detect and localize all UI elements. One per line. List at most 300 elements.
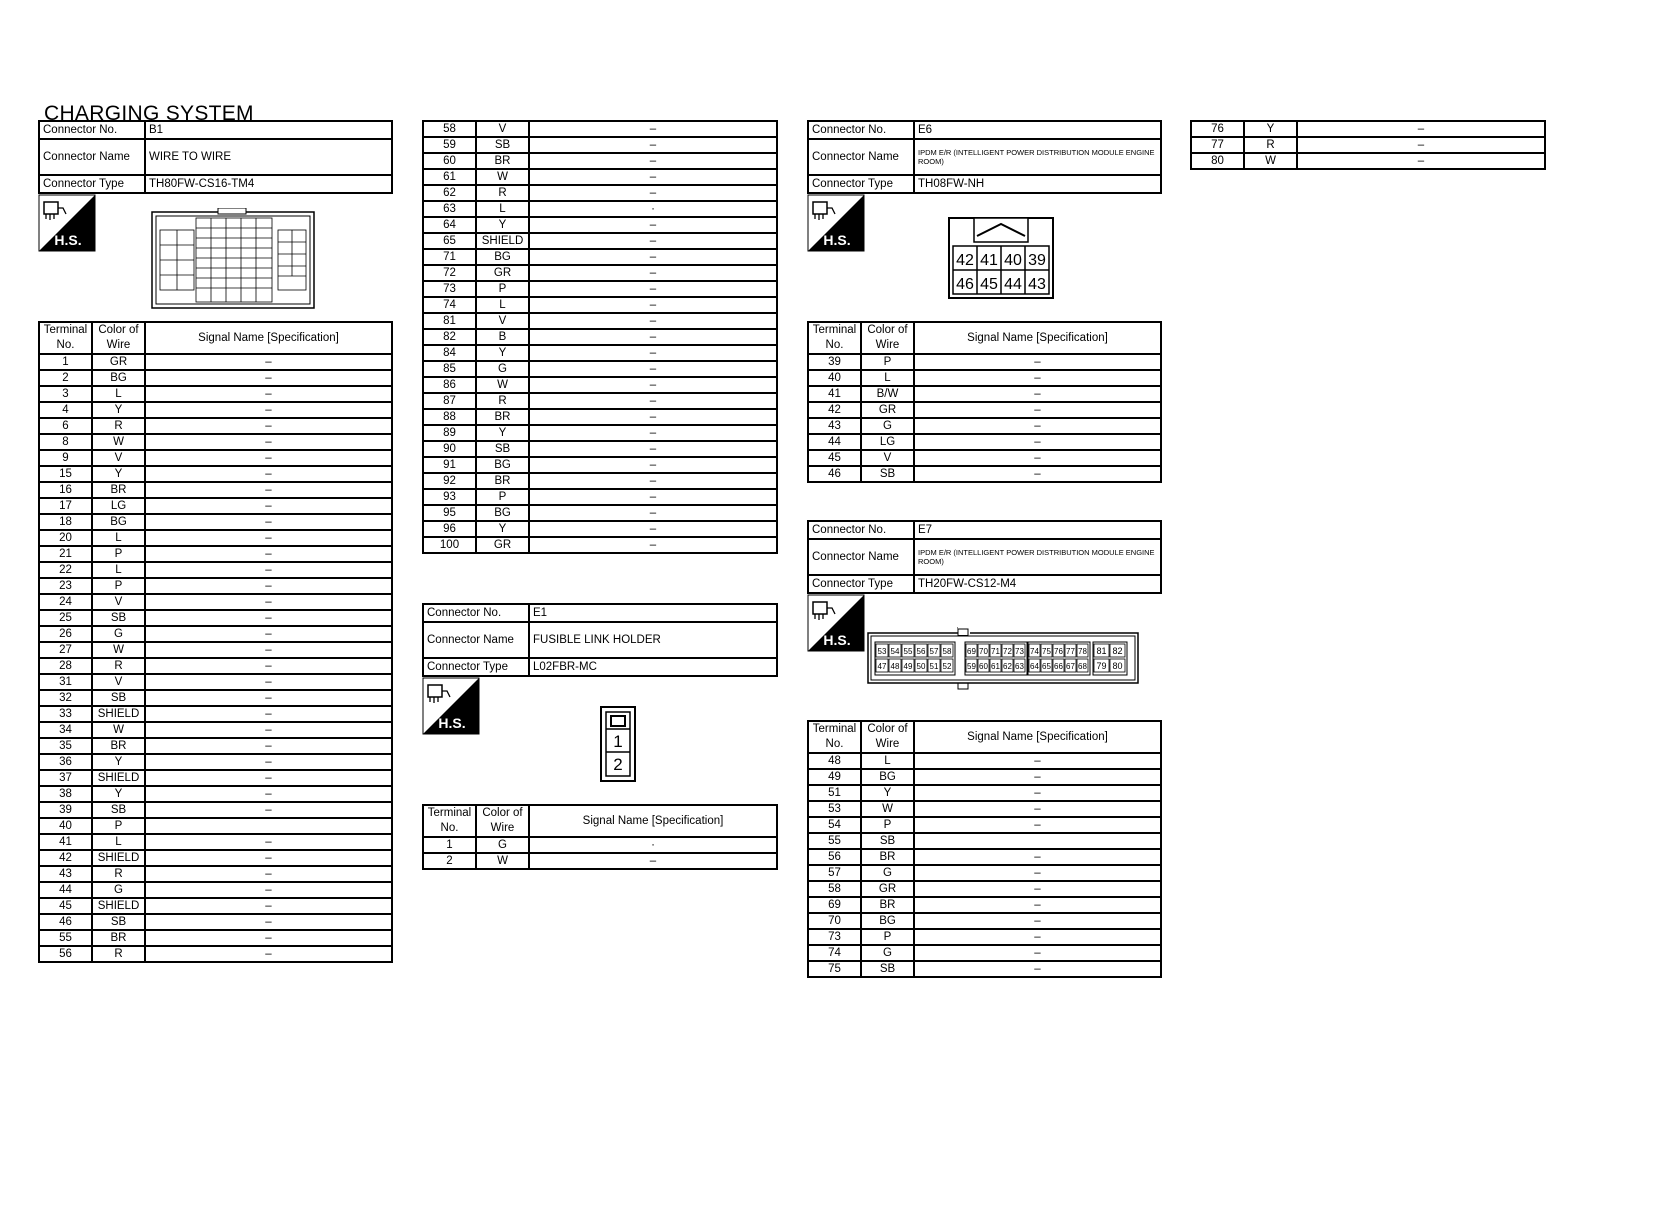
terminal-no-cell: 46 <box>808 466 861 482</box>
table-row <box>39 834 392 850</box>
signal-name-cell: – <box>529 393 777 409</box>
table-row <box>39 578 392 594</box>
table-row <box>423 521 777 537</box>
table-row <box>39 802 392 818</box>
terminal-no-cell: 21 <box>39 546 92 562</box>
table-row <box>423 329 777 345</box>
signal-name-cell: – <box>914 386 1161 402</box>
table-row <box>39 914 392 930</box>
wire-color-cell: LG <box>92 498 145 514</box>
wire-color-cell: W <box>476 377 529 393</box>
terminal-no-cell: 45 <box>39 898 92 914</box>
e7-terminal-table <box>807 720 1162 978</box>
table-row <box>808 434 1161 450</box>
wire-color-cell: BR <box>476 473 529 489</box>
terminal-no-cell: 42 <box>39 850 92 866</box>
wire-color-cell: BG <box>92 514 145 530</box>
table-row <box>39 690 392 706</box>
wire-color-cell: SB <box>92 914 145 930</box>
table-row <box>39 354 392 370</box>
signal-name-header: Signal Name [Specification] <box>529 805 777 837</box>
terminal-no-cell: 91 <box>423 457 476 473</box>
signal-name-cell: – <box>914 753 1161 769</box>
pin-label: 52 <box>942 662 952 671</box>
table-row <box>39 882 392 898</box>
terminal-no-cell: 58 <box>423 121 476 137</box>
table-row <box>808 466 1161 482</box>
terminal-no-cell: 54 <box>808 817 861 833</box>
connector-name-value: IPDM E/R (INTELLIGENT POWER DISTRIBUTION MODULE ENGINE ROOM) <box>914 139 1161 175</box>
connector-type-value: TH80FW-CS16-TM4 <box>145 175 392 193</box>
signal-name-cell: – <box>145 546 392 562</box>
signal-name-cell: – <box>1297 137 1545 153</box>
signal-name-cell: – <box>914 865 1161 881</box>
wire-color-cell: B/W <box>861 386 914 402</box>
harness-side-icon <box>807 594 865 652</box>
pin-label: 1 <box>613 732 623 751</box>
table-row <box>423 233 777 249</box>
connector-type-label: Connector Type <box>423 658 529 676</box>
color-of-wire-header: Color of Wire <box>861 721 914 753</box>
terminal-no-cell: 62 <box>423 185 476 201</box>
pin-label: 45 <box>980 276 998 293</box>
signal-name-cell: – <box>529 345 777 361</box>
wire-color-cell: GR <box>476 265 529 281</box>
signal-name-cell: – <box>914 354 1161 370</box>
pin-label: 70 <box>979 647 988 656</box>
table-row <box>1191 121 1545 137</box>
terminal-no-header: Terminal No. <box>39 322 92 354</box>
wire-color-cell: L <box>476 201 529 217</box>
wire-color-cell: W <box>861 801 914 817</box>
wire-color-cell: W <box>92 722 145 738</box>
terminal-no-cell: 1 <box>39 354 92 370</box>
signal-name-cell: · <box>529 837 777 853</box>
terminal-no-cell: 23 <box>39 578 92 594</box>
signal-name-cell: – <box>914 945 1161 961</box>
connector-name-value: FUSIBLE LINK HOLDER <box>529 622 777 658</box>
terminal-no-cell: 3 <box>39 386 92 402</box>
signal-name-cell: – <box>529 441 777 457</box>
wire-color-cell: BR <box>861 897 914 913</box>
terminal-no-cell: 100 <box>423 537 476 553</box>
table-row <box>39 866 392 882</box>
table-row <box>423 345 777 361</box>
wire-color-cell: Y <box>476 345 529 361</box>
connector-no-value: E7 <box>914 521 1161 539</box>
table-row <box>423 137 777 153</box>
table-row <box>808 929 1161 945</box>
terminal-no-cell: 77 <box>1191 137 1244 153</box>
pin-label: 53 <box>877 647 887 656</box>
table-row <box>423 297 777 313</box>
terminal-no-cell: 71 <box>423 249 476 265</box>
signal-name-cell: – <box>145 434 392 450</box>
connector-no-label: Connector No. <box>808 521 914 539</box>
wire-color-cell: Y <box>1244 121 1297 137</box>
signal-name-cell: · <box>529 201 777 217</box>
terminal-no-cell: 59 <box>423 137 476 153</box>
pin-label: 50 <box>916 662 926 671</box>
wire-color-cell: Y <box>92 402 145 418</box>
signal-name-cell: – <box>529 425 777 441</box>
wire-color-cell: V <box>92 450 145 466</box>
signal-name-cell: – <box>914 881 1161 897</box>
wire-color-cell: SB <box>476 137 529 153</box>
signal-name-cell: – <box>145 514 392 530</box>
signal-name-cell: – <box>145 418 392 434</box>
signal-name-cell: – <box>145 642 392 658</box>
table-row <box>39 434 392 450</box>
terminal-no-cell: 39 <box>808 354 861 370</box>
pin-label: 57 <box>929 647 939 656</box>
signal-name-cell: – <box>914 961 1161 977</box>
connector-name-value: WIRE TO WIRE <box>145 139 392 175</box>
signal-name-cell: – <box>529 409 777 425</box>
terminal-no-cell: 17 <box>39 498 92 514</box>
table-row <box>423 121 777 137</box>
table-row <box>39 594 392 610</box>
table-row <box>808 785 1161 801</box>
table-row <box>39 418 392 434</box>
wire-color-cell: P <box>92 546 145 562</box>
wire-color-cell: V <box>92 594 145 610</box>
table-row <box>39 674 392 690</box>
table-row <box>39 946 392 962</box>
wire-color-cell: W <box>92 642 145 658</box>
terminal-no-header: Terminal No. <box>423 805 476 837</box>
wire-color-cell: SB <box>92 802 145 818</box>
signal-name-cell <box>145 818 392 834</box>
table-row <box>1191 137 1545 153</box>
wire-color-cell: SHIELD <box>92 898 145 914</box>
terminal-no-cell: 32 <box>39 690 92 706</box>
table-row <box>808 865 1161 881</box>
pin-label: 66 <box>1054 662 1063 671</box>
terminal-no-cell: 64 <box>423 217 476 233</box>
signal-name-cell: – <box>145 386 392 402</box>
e7-connector-info <box>807 520 1162 594</box>
terminal-no-cell: 69 <box>808 897 861 913</box>
terminal-no-cell: 60 <box>423 153 476 169</box>
signal-name-cell: – <box>145 898 392 914</box>
pin-label: 40 <box>1004 252 1022 269</box>
table-row <box>39 898 392 914</box>
signal-name-cell: – <box>529 521 777 537</box>
terminal-no-cell: 9 <box>39 450 92 466</box>
wire-color-cell: GR <box>861 402 914 418</box>
connector-type-value: TH20FW-CS12-M4 <box>914 575 1161 593</box>
wire-color-cell: V <box>92 674 145 690</box>
table-row <box>39 706 392 722</box>
table-row <box>423 393 777 409</box>
signal-name-cell: – <box>145 802 392 818</box>
connector-no-label: Connector No. <box>808 121 914 139</box>
wire-color-cell: L <box>861 753 914 769</box>
signal-name-cell: – <box>529 281 777 297</box>
terminal-no-cell: 65 <box>423 233 476 249</box>
terminal-no-cell: 74 <box>423 297 476 313</box>
connector-type-value: L02FBR-MC <box>529 658 777 676</box>
terminal-no-cell: 95 <box>423 505 476 521</box>
table-row <box>808 881 1161 897</box>
terminal-no-cell: 42 <box>808 402 861 418</box>
wire-color-cell: SB <box>92 690 145 706</box>
wire-color-cell: V <box>861 450 914 466</box>
signal-name-cell: – <box>529 377 777 393</box>
wire-color-cell: Y <box>92 466 145 482</box>
signal-name-cell: – <box>529 505 777 521</box>
terminal-no-cell: 34 <box>39 722 92 738</box>
signal-name-cell: – <box>914 402 1161 418</box>
connector-name-value: IPDM E/R (INTELLIGENT POWER DISTRIBUTION MODULE ENGINE ROOM) <box>914 539 1161 575</box>
wire-color-cell: R <box>92 658 145 674</box>
e7-connector-diagram <box>866 627 1140 696</box>
terminal-no-cell: 16 <box>39 482 92 498</box>
signal-name-cell: – <box>145 370 392 386</box>
signal-name-cell: – <box>145 834 392 850</box>
connector-name-label: Connector Name <box>808 539 914 575</box>
signal-name-cell: – <box>145 690 392 706</box>
e1-terminal-table <box>422 804 778 870</box>
signal-name-cell: – <box>529 329 777 345</box>
terminal-no-cell: 44 <box>808 434 861 450</box>
signal-name-cell: – <box>145 578 392 594</box>
wire-color-cell: L <box>92 386 145 402</box>
table-row <box>39 498 392 514</box>
wire-color-cell: G <box>476 361 529 377</box>
pin-label: 60 <box>979 662 988 671</box>
pin-label: 81 <box>1096 646 1107 656</box>
table-row <box>808 402 1161 418</box>
terminal-no-cell: 31 <box>39 674 92 690</box>
wire-color-cell: BG <box>476 505 529 521</box>
wire-color-cell: BR <box>92 738 145 754</box>
table-row <box>423 837 777 853</box>
terminal-no-cell: 43 <box>39 866 92 882</box>
pin-label: 82 <box>1112 646 1123 656</box>
terminal-no-cell: 92 <box>423 473 476 489</box>
signal-name-cell: – <box>529 169 777 185</box>
connector-name-label: Connector Name <box>808 139 914 175</box>
signal-name-cell: – <box>914 450 1161 466</box>
signal-name-cell: – <box>529 153 777 169</box>
signal-name-cell: – <box>145 866 392 882</box>
wire-color-cell: G <box>92 882 145 898</box>
page-title: CHARGING SYSTEM <box>44 102 254 125</box>
signal-name-cell: – <box>529 121 777 137</box>
terminal-no-cell: 4 <box>39 402 92 418</box>
terminal-no-cell: 25 <box>39 610 92 626</box>
wire-color-cell: V <box>476 121 529 137</box>
wire-color-cell: G <box>476 837 529 853</box>
wire-color-cell: SB <box>861 961 914 977</box>
signal-name-cell: – <box>914 897 1161 913</box>
table-row <box>39 370 392 386</box>
signal-name-cell: – <box>145 706 392 722</box>
terminal-no-cell: 85 <box>423 361 476 377</box>
wire-color-cell: BG <box>92 370 145 386</box>
table-row <box>39 818 392 834</box>
table-row <box>423 425 777 441</box>
pin-label: 44 <box>1004 276 1022 293</box>
signal-name-header: Signal Name [Specification] <box>145 322 392 354</box>
signal-name-cell: – <box>145 498 392 514</box>
terminal-no-cell: 35 <box>39 738 92 754</box>
e1-connector-info <box>422 603 778 677</box>
terminal-no-cell: 8 <box>39 434 92 450</box>
signal-name-cell: – <box>145 914 392 930</box>
signal-name-cell: – <box>145 850 392 866</box>
terminal-no-cell: 15 <box>39 466 92 482</box>
terminal-no-cell: 61 <box>423 169 476 185</box>
table-row <box>39 770 392 786</box>
table-row <box>39 546 392 562</box>
terminal-no-cell: 24 <box>39 594 92 610</box>
wire-color-cell: V <box>476 313 529 329</box>
pin-label: 51 <box>929 662 939 671</box>
wire-color-cell: G <box>861 865 914 881</box>
table-row <box>423 505 777 521</box>
terminal-no-cell: 20 <box>39 530 92 546</box>
wire-color-cell: L <box>476 297 529 313</box>
terminal-no-cell: 1 <box>423 837 476 853</box>
signal-name-header: Signal Name [Specification] <box>914 721 1161 753</box>
table-row <box>39 722 392 738</box>
wire-color-cell: Y <box>476 425 529 441</box>
signal-name-cell: – <box>145 722 392 738</box>
connector-no-label: Connector No. <box>423 604 529 622</box>
terminal-no-cell: 70 <box>808 913 861 929</box>
signal-name-cell: – <box>145 562 392 578</box>
wire-color-cell: R <box>92 866 145 882</box>
table-row <box>423 377 777 393</box>
terminal-no-cell: 43 <box>808 418 861 434</box>
pin-label: 58 <box>942 647 952 656</box>
table-row <box>423 201 777 217</box>
harness-side-icon <box>422 677 480 735</box>
pin-label: 54 <box>890 647 900 656</box>
pin-label: 73 <box>1015 647 1024 656</box>
connector-name-label: Connector Name <box>39 139 145 175</box>
terminal-no-cell: 41 <box>39 834 92 850</box>
table-row <box>808 897 1161 913</box>
wire-color-cell: L <box>92 834 145 850</box>
signal-name-cell: – <box>145 882 392 898</box>
wire-color-cell: BG <box>861 769 914 785</box>
pin-label: 78 <box>1078 647 1087 656</box>
harness-side-icon <box>38 194 96 252</box>
connector-name-label: Connector Name <box>423 622 529 658</box>
wire-color-cell: GR <box>861 881 914 897</box>
table-row <box>808 961 1161 977</box>
terminal-no-cell: 46 <box>39 914 92 930</box>
b1-connector-info <box>38 120 393 194</box>
table-row <box>808 769 1161 785</box>
wire-color-cell: SB <box>861 833 914 849</box>
terminal-no-header: Terminal No. <box>808 322 861 354</box>
table-row <box>423 153 777 169</box>
wire-color-cell: P <box>861 354 914 370</box>
table-row <box>1191 153 1545 169</box>
terminal-no-cell: 48 <box>808 753 861 769</box>
connector-no-label: Connector No. <box>39 121 145 139</box>
pin-label: 76 <box>1054 647 1063 656</box>
signal-name-cell <box>914 833 1161 849</box>
signal-name-cell: – <box>145 450 392 466</box>
pin-label: 69 <box>967 647 976 656</box>
wire-color-cell: P <box>476 281 529 297</box>
wire-color-cell: SB <box>92 610 145 626</box>
signal-name-cell: – <box>529 297 777 313</box>
hs-label: H.S. <box>438 715 466 731</box>
table-row <box>39 658 392 674</box>
signal-name-cell: – <box>145 610 392 626</box>
table-row <box>808 370 1161 386</box>
wire-color-cell: W <box>476 169 529 185</box>
signal-name-cell: – <box>914 929 1161 945</box>
wire-color-cell: P <box>92 578 145 594</box>
terminal-no-cell: 49 <box>808 769 861 785</box>
terminal-no-cell: 84 <box>423 345 476 361</box>
pin-label: 47 <box>877 662 887 671</box>
terminal-no-cell: 55 <box>808 833 861 849</box>
wire-color-cell: SHIELD <box>476 233 529 249</box>
table-row <box>423 313 777 329</box>
wire-color-cell: L <box>861 370 914 386</box>
signal-name-cell: – <box>145 626 392 642</box>
wire-color-cell: SHIELD <box>92 706 145 722</box>
pin-label: 56 <box>916 647 926 656</box>
wire-color-cell: R <box>92 946 145 962</box>
signal-name-cell: – <box>914 801 1161 817</box>
terminal-no-cell: 93 <box>423 489 476 505</box>
pin-label: 62 <box>1003 662 1012 671</box>
table-row <box>39 642 392 658</box>
e7-terminal-table-continued <box>1190 120 1546 170</box>
wire-color-cell: W <box>92 434 145 450</box>
pin-label: 80 <box>1112 661 1123 671</box>
signal-name-cell: – <box>1297 153 1545 169</box>
signal-name-cell: – <box>529 457 777 473</box>
signal-name-cell: – <box>145 482 392 498</box>
table-row <box>808 913 1161 929</box>
wire-color-cell: BR <box>476 153 529 169</box>
wire-color-cell: LG <box>861 434 914 450</box>
table-row <box>39 850 392 866</box>
table-row <box>808 354 1161 370</box>
table-row <box>39 386 392 402</box>
wire-color-cell: R <box>1244 137 1297 153</box>
wire-color-cell: SB <box>476 441 529 457</box>
e6-connector-info <box>807 120 1162 194</box>
signal-name-cell: – <box>914 418 1161 434</box>
terminal-no-cell: 33 <box>39 706 92 722</box>
table-row <box>808 386 1161 402</box>
wire-color-cell: R <box>92 418 145 434</box>
signal-name-cell: – <box>145 594 392 610</box>
terminal-no-cell: 72 <box>423 265 476 281</box>
signal-name-cell: – <box>529 265 777 281</box>
terminal-no-cell: 81 <box>423 313 476 329</box>
signal-name-cell: – <box>145 658 392 674</box>
wire-color-cell: GR <box>476 537 529 553</box>
table-row <box>808 801 1161 817</box>
color-of-wire-header: Color of Wire <box>861 322 914 354</box>
terminal-no-cell: 88 <box>423 409 476 425</box>
pin-label: 77 <box>1066 647 1075 656</box>
terminal-no-cell: 63 <box>423 201 476 217</box>
